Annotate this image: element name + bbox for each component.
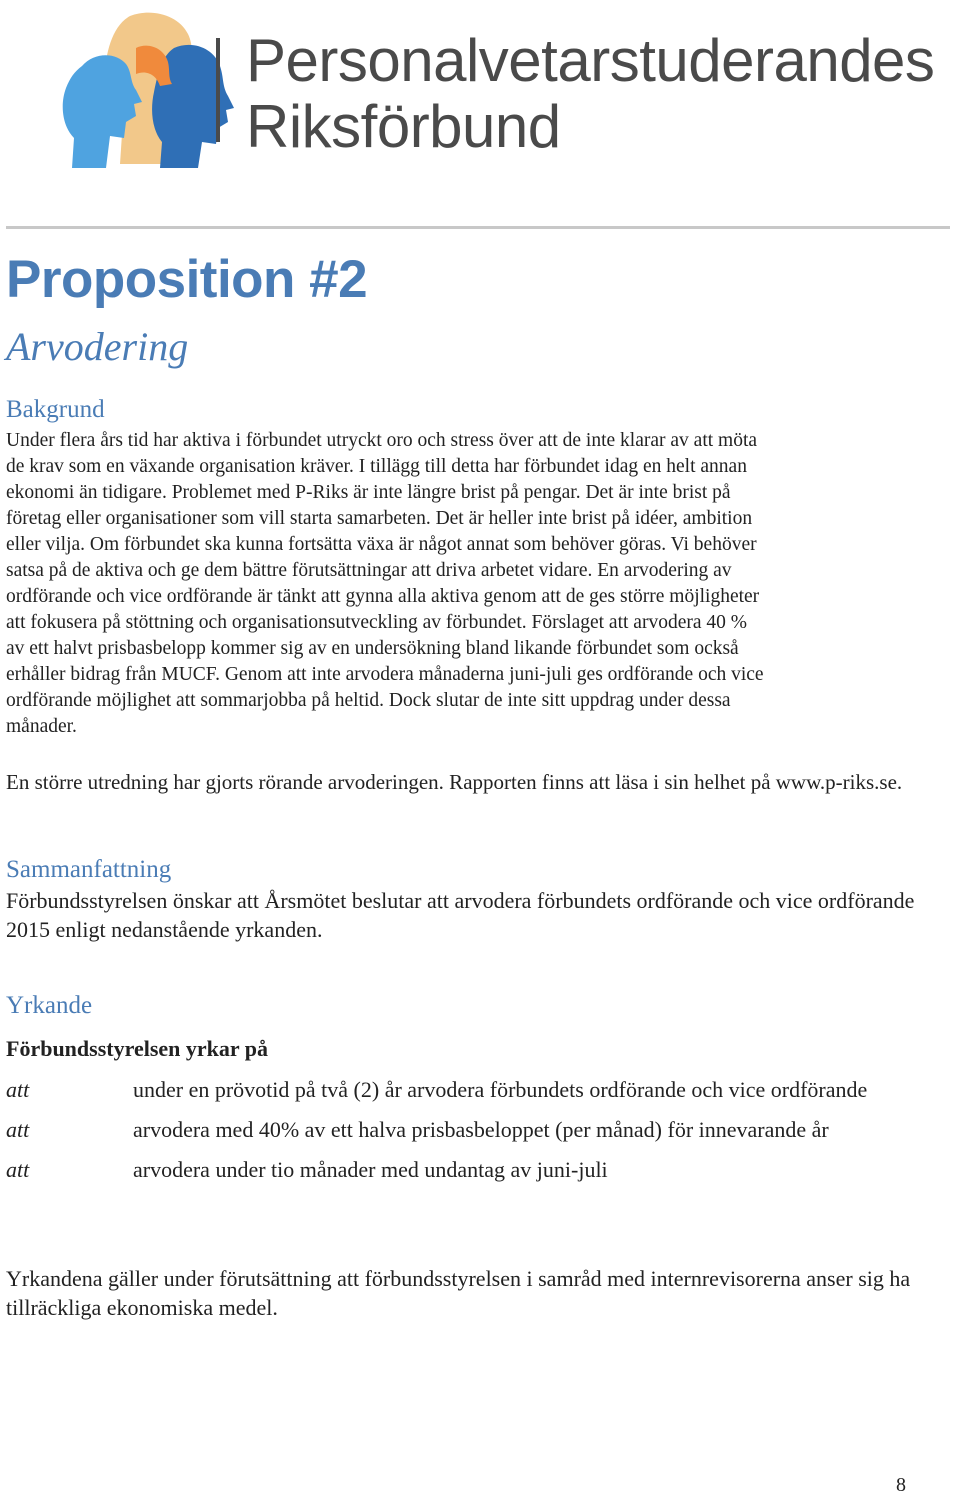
org-name-line1: Personalvetarstuderandes — [246, 27, 935, 94]
claim-prefix: att — [6, 1117, 30, 1142]
yrkande-subheading: Förbundsstyrelsen yrkar på — [6, 1036, 269, 1061]
bakgrund-line: Under flera års tid har aktiva i förbundet utryckt oro och stress över att de inte klarar av att möta — [6, 430, 758, 451]
yrkande-footer-paragraph: Yrkandena gäller under förutsättning att förbundsstyrelsen i samråd med internrevisorerna anser sig ha tillräckliga ekonomiska medel. — [6, 1266, 911, 1320]
yrkande-list — [6, 1076, 950, 1184]
claim-text: arvodera med 40% av ett halva prisbasbeloppet (per månad) för innevarande år — [133, 1117, 829, 1142]
claim-prefix: att — [6, 1077, 30, 1102]
header-divider — [6, 226, 950, 229]
bakgrund-line: satsa på de aktiva och ge dem bättre förutsättningar att driva arbetet vidare. En arvodering av — [6, 560, 732, 581]
bakgrund-line: företag eller organisationer som vill starta samarbeten. Det är heller inte brist på idéer, ambition — [6, 508, 753, 529]
bakgrund-line: att fokusera på stöttning och organisationsutveckling av förbundet. Förslaget att arvodera 40 % — [6, 612, 747, 633]
list-item — [6, 1156, 950, 1184]
bakgrund-paragraph — [6, 428, 941, 740]
bakgrund-line: av ett halvt prisbasbelopp kommer sig av en undersökning bland likande förbundet som också — [6, 638, 739, 659]
report-paragraph: En större utredning har gjorts rörande arvoderingen. Rapporten finns att läsa i sin helhet på www.p-riks.se. — [6, 770, 903, 794]
logo-separator — [216, 38, 220, 142]
claim-text: arvodera under tio månader med undantag av juni-juli — [133, 1157, 608, 1182]
list-item — [6, 1116, 950, 1144]
bakgrund-line: ordförande möjlighet att sommarjobba på heltid. Dock slutar de inte sitt uppdrag under dessa — [6, 690, 731, 711]
org-name — [246, 28, 934, 160]
bakgrund-line: ekonomi än tidigare. Problemet med P-Riks är inte längre brist på pengar. Det är inte brist på — [6, 482, 731, 503]
bakgrund-line: månader. — [6, 716, 77, 737]
bakgrund-line: eller vilja. Om förbundet ska kunna fortsätta växa är något annat som behöver göras. Vi behöver — [6, 534, 757, 555]
claim-prefix: att — [6, 1157, 30, 1182]
section-heading-bakgrund: Bakgrund — [6, 396, 105, 423]
bakgrund-line: ordförande och vice ordförande är tänkt att gynna alla aktiva genom att de ges större möjligheter — [6, 586, 760, 607]
page-number: 8 — [896, 1474, 906, 1496]
org-name-line2: Riksförbund — [246, 93, 561, 160]
section-heading-yrkande: Yrkande — [6, 992, 93, 1019]
page-title: Proposition #2 — [6, 250, 368, 309]
heads-profile-logo — [56, 4, 256, 168]
page-subtitle: Arvodering — [6, 324, 189, 369]
claim-text: under en prövotid på två (2) år arvodera förbundets ordförande och vice ordförande — [133, 1077, 868, 1102]
section-heading-sammanfattning: Sammanfattning — [6, 856, 172, 883]
sammanfattning-paragraph: Förbundsstyrelsen önskar att Årsmötet beslutar att arvodera förbundets ordförande och vice ordförande 2015 enligt nedanstående yrkanden. — [6, 888, 915, 942]
list-item — [6, 1076, 950, 1104]
bakgrund-line: erhåller bidrag från MUCF. Genom att inte arvodera månaderna juni-juli ges ordförande och vice — [6, 664, 764, 685]
bakgrund-line: de krav som en växande organisation kräver. I tillägg till detta har förbundet idag en helt annan — [6, 456, 747, 477]
